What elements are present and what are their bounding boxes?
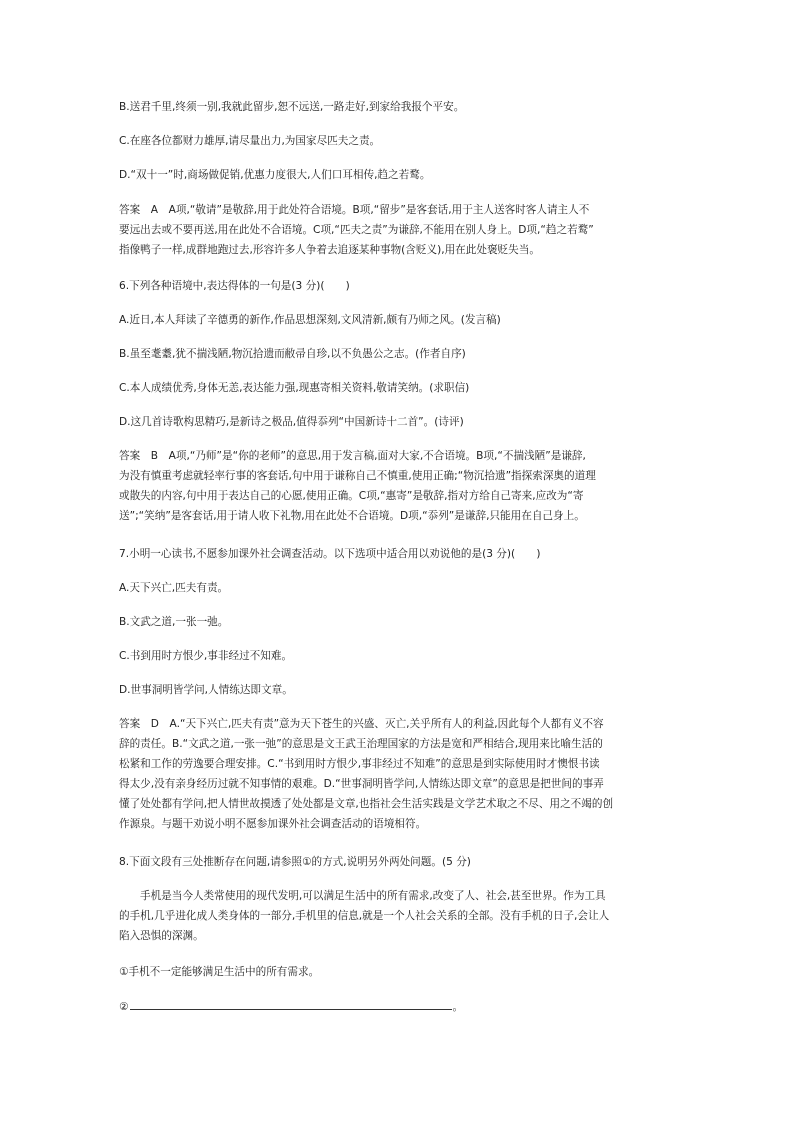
q8-item-1: ①手机不一定能够满足生活中的所有需求。: [119, 966, 320, 978]
q7-option-d: D.世事洞明皆学问,人情练达即文章。: [119, 684, 293, 696]
q8-item-2-end: 。: [452, 1001, 464, 1013]
q6-stem: 6.下列各种语境中,表达得体的一句是(3 分)( ): [119, 280, 350, 292]
q5-option-d: D.“双十一”时,商场做促销,优惠力度很大,人们口耳相传,趋之若鹜。: [119, 169, 431, 181]
q7-option-a: A.天下兴亡,匹夫有责。: [119, 582, 229, 594]
q6-option-d: D.这几首诗歌构思精巧,是新诗之极品,值得忝列“中国新诗十二首”。(诗评): [119, 416, 464, 428]
q7-option-b: B.文武之道,一张一弛。: [119, 616, 229, 628]
q8-stem: 8.下面文段有三处推断存在问题,请参照①的方式,说明另外两处问题。(5 分): [119, 856, 471, 868]
q6-option-c: C.本人成绩优秀,身体无恙,表达能力强,现惠寄相关资料,敬请笑纳。(求职信): [119, 382, 470, 394]
q6-option-b: B.虽至耄耋,犹不揣浅陋,物沉拾遗而敝帚自珍,以不负愚公之志。(作者自序): [119, 348, 466, 360]
q7-answer: 答案 D A.“天下兴亡,匹夫有责”意为天下苍生的兴盛、灭亡,关乎所有人的利益,因此每个人都有义不容 辞的责任。B.“文武之道,一张一弛”的意思是文王武王治理国家的方法是宽和严相结合,现用来比喻生活的 松紧和工作的劳逸要合理安排。C.“书到用时方恨少,事非经过不知难”的意思是到实际使用时才懊恨书读 得太少,没有亲身经历过就不知事情的艰难。D.“世事洞明皆学问,人情练达即文章”的意思是把世间的事弄 懂了处处都有学问,把人情世故摸透了处处都是文章,也指社会生活实践是文学艺术取之不尽、用之不竭的创 作源泉。与题干劝说小明不愿参加课外社会调查活动的语境相符。: [119, 718, 614, 830]
q8-passage: 手机是当今人类常使用的现代发明,可以满足生活中的所有需求,改变了人、社会,甚至世界。作为工具 的手机,几乎进化成人类身体的一部分,手机里的信息,就是一个人社会关系的全部。没有手机的日子,会让人 陷入恐惧的深渊。: [119, 890, 610, 942]
q7-stem: 7.小明一心读书,不愿参加课外社会调查活动。以下选项中适合用以劝说他的是(3 分)( ): [119, 548, 541, 560]
q5-option-c: C.在座各位都财力雄厚,请尽量出力,为国家尽匹夫之责。: [119, 135, 381, 147]
q8-item-2: [119, 997, 681, 1017]
q6-option-a: A.近日,本人拜读了辛德勇的新作,作品思想深刻,文风清新,颇有乃师之风。(发言稿): [119, 314, 501, 326]
answer-blank-line[interactable]: [130, 997, 452, 1010]
q6-answer: 答案 B A项,“乃师”是“你的老师”的意思,用于发言稿,面对大家,不合语境。B项,“不揣浅陋”是谦辞, 为没有慎重考虑就轻率行事的客套话,句中用于谦称自己不慎重,使用正确;“物沉拾遗”指探索深奥的道理 或散失的内容,句中用于表达自己的心愿,使用正确。C项,“惠寄”是敬辞,指对方给自己寄来,应改为“寄 送”;“笑纳”是客套话,用于请人收下礼物,用在此处不合语境。D项,“忝列”是谦辞,只能用在自己身上。: [119, 450, 596, 522]
q7-option-c: C.书到用时方恨少,事非经过不知难。: [119, 650, 293, 662]
q8-item-2-marker: ②: [119, 1001, 129, 1013]
q5-answer: 答案 A A项,“敬请”是敬辞,用于此处符合语境。B项,“留步”是客套话,用于主人送客时客人请主人不 要远出去或不要再送,用在此处不合语境。C项,“匹夫之责”为谦辞,不能用在别人身上。D项,“趋之若鹜” 指像鸭子一样,成群地跑过去,形容许多人争着去追逐某种事物(含贬义),用在此处褒贬失当。: [119, 204, 594, 256]
q5-option-b: B.送君千里,终须一别,我就此留步,恕不远送,一路走好,到家给我报个平安。: [119, 101, 465, 113]
